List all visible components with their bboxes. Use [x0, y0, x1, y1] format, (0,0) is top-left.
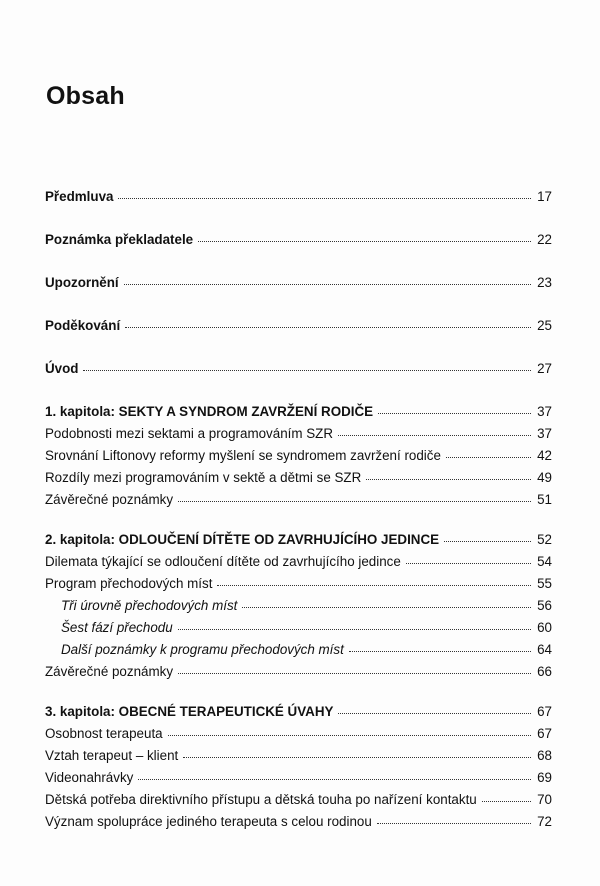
dot-leader: [178, 672, 531, 674]
toc-entry-predmluva[interactable]: [45, 186, 552, 208]
toc-page-number: 70: [537, 792, 552, 807]
dot-leader: [118, 197, 531, 199]
toc-page-number: 66: [537, 664, 552, 679]
toc-entry-label: Předmluva: [45, 189, 114, 204]
toc-entry[interactable]: [45, 723, 552, 745]
toc-entry-label: Šest fází přechodu: [61, 620, 173, 635]
toc-page-number: 67: [537, 704, 552, 719]
toc-entry[interactable]: [45, 789, 552, 811]
toc-entry-label: Srovnání Liftonovy reformy myšlení se syndromem zavržení rodiče: [45, 448, 441, 463]
dot-leader: [482, 800, 531, 802]
toc-page-number: 72: [537, 814, 552, 829]
chapter-heading-1[interactable]: [45, 401, 552, 423]
toc-entry-label: Význam spolupráce jediného terapeuta s celou rodinou: [45, 814, 372, 829]
toc-entry-label: 1. kapitola: SEKTY A SYNDROM ZAVRŽENÍ RODIČE: [45, 404, 374, 419]
dot-leader: [377, 822, 531, 824]
toc-page-number: 55: [537, 576, 552, 591]
toc-entry-label: Videonahrávky: [45, 770, 134, 785]
toc-entry-label: Úvod: [45, 361, 79, 376]
toc-page-number: 42: [537, 448, 552, 463]
dot-leader: [338, 712, 531, 714]
dot-leader: [446, 456, 531, 458]
dot-leader: [406, 562, 531, 564]
toc-page-number: 67: [537, 726, 552, 741]
toc-page-number: 27: [537, 361, 552, 376]
chapter-heading-2[interactable]: [45, 529, 552, 551]
dot-leader: [366, 478, 531, 480]
toc-entry[interactable]: [45, 467, 552, 489]
toc-page-number: 25: [537, 318, 552, 333]
toc-entry[interactable]: [45, 811, 552, 833]
dot-leader: [125, 326, 531, 328]
dot-leader: [178, 500, 531, 502]
toc-entry-poznamka-prekladatele[interactable]: [45, 229, 552, 251]
toc-entry-label: Rozdíly mezi programováním v sektě a dětmi se SZR: [45, 470, 362, 485]
dot-leader: [198, 240, 531, 242]
toc-entry-label: Závěrečné poznámky: [45, 664, 174, 679]
toc-entry-label: 2. kapitola: ODLOUČENÍ DÍTĚTE OD ZAVRHUJÍCÍHO JEDINCE: [45, 532, 440, 547]
toc-entry-label: Vztah terapeut – klient: [45, 748, 179, 763]
toc-page-number: 51: [537, 492, 552, 507]
toc-entry-label: Program přechodových míst: [45, 576, 213, 591]
toc-page-number: 17: [537, 189, 552, 204]
toc-entry-podekovani[interactable]: [45, 315, 552, 337]
dot-leader: [178, 628, 531, 630]
dot-leader: [183, 756, 531, 758]
toc-entry[interactable]: [45, 551, 552, 573]
dot-leader: [168, 734, 531, 736]
page-title: Obsah: [46, 82, 125, 110]
toc-page-number: 54: [537, 554, 552, 569]
toc-entry-label: Tři úrovně přechodových míst: [61, 598, 238, 613]
toc-page-number: 52: [537, 532, 552, 547]
toc-entry-upozorneni[interactable]: [45, 272, 552, 294]
dot-leader: [217, 584, 531, 586]
toc-entry-uvod[interactable]: [45, 358, 552, 380]
chapter-heading-3[interactable]: [45, 701, 552, 723]
toc-entry-label: Poděkování: [45, 318, 121, 333]
toc-page-number: 56: [537, 598, 552, 613]
toc-entry[interactable]: [45, 573, 552, 595]
dot-leader: [378, 412, 531, 414]
toc-page-number: 60: [537, 620, 552, 635]
dot-leader: [124, 283, 531, 285]
toc-page-number: 37: [537, 404, 552, 419]
toc-page-number: 22: [537, 232, 552, 247]
toc-entry-label: 3. kapitola: OBECNÉ TERAPEUTICKÉ ÚVAHY: [45, 704, 334, 719]
toc-entry[interactable]: [45, 489, 552, 511]
toc-entry-label: Další poznámky k programu přechodových míst: [61, 642, 344, 657]
toc-page-number: 68: [537, 748, 552, 763]
dot-leader: [338, 434, 531, 436]
toc-entry[interactable]: [45, 661, 552, 683]
toc-entry-label: Podobnosti mezi sektami a programováním SZR: [45, 426, 334, 441]
dot-leader: [138, 778, 531, 780]
toc-entry-label: Dilemata týkající se odloučení dítěte od zavrhujícího jedince: [45, 554, 401, 569]
dot-leader: [242, 606, 531, 608]
toc-subentry[interactable]: [45, 639, 552, 661]
toc-entry[interactable]: [45, 745, 552, 767]
toc-entry-label: Osobnost terapeuta: [45, 726, 163, 741]
toc-page-number: 37: [537, 426, 552, 441]
toc-page-number: 69: [537, 770, 552, 785]
dot-leader: [349, 650, 531, 652]
table-of-contents: [45, 186, 552, 833]
toc-page-number: 49: [537, 470, 552, 485]
toc-entry[interactable]: [45, 423, 552, 445]
toc-entry-label: Upozornění: [45, 275, 119, 290]
dot-leader: [444, 540, 531, 542]
toc-entry-label: Dětská potřeba direktivního přístupu a dětská touha po nařízení kontaktu: [45, 792, 477, 807]
toc-subentry[interactable]: [45, 617, 552, 639]
toc-subentry[interactable]: [45, 595, 552, 617]
toc-entry-label: Závěrečné poznámky: [45, 492, 174, 507]
toc-entry-label: Poznámka překladatele: [45, 232, 194, 247]
toc-entry[interactable]: [45, 767, 552, 789]
toc-entry[interactable]: [45, 445, 552, 467]
dot-leader: [83, 369, 531, 371]
toc-page-number: 64: [537, 642, 552, 657]
toc-page-number: 23: [537, 275, 552, 290]
